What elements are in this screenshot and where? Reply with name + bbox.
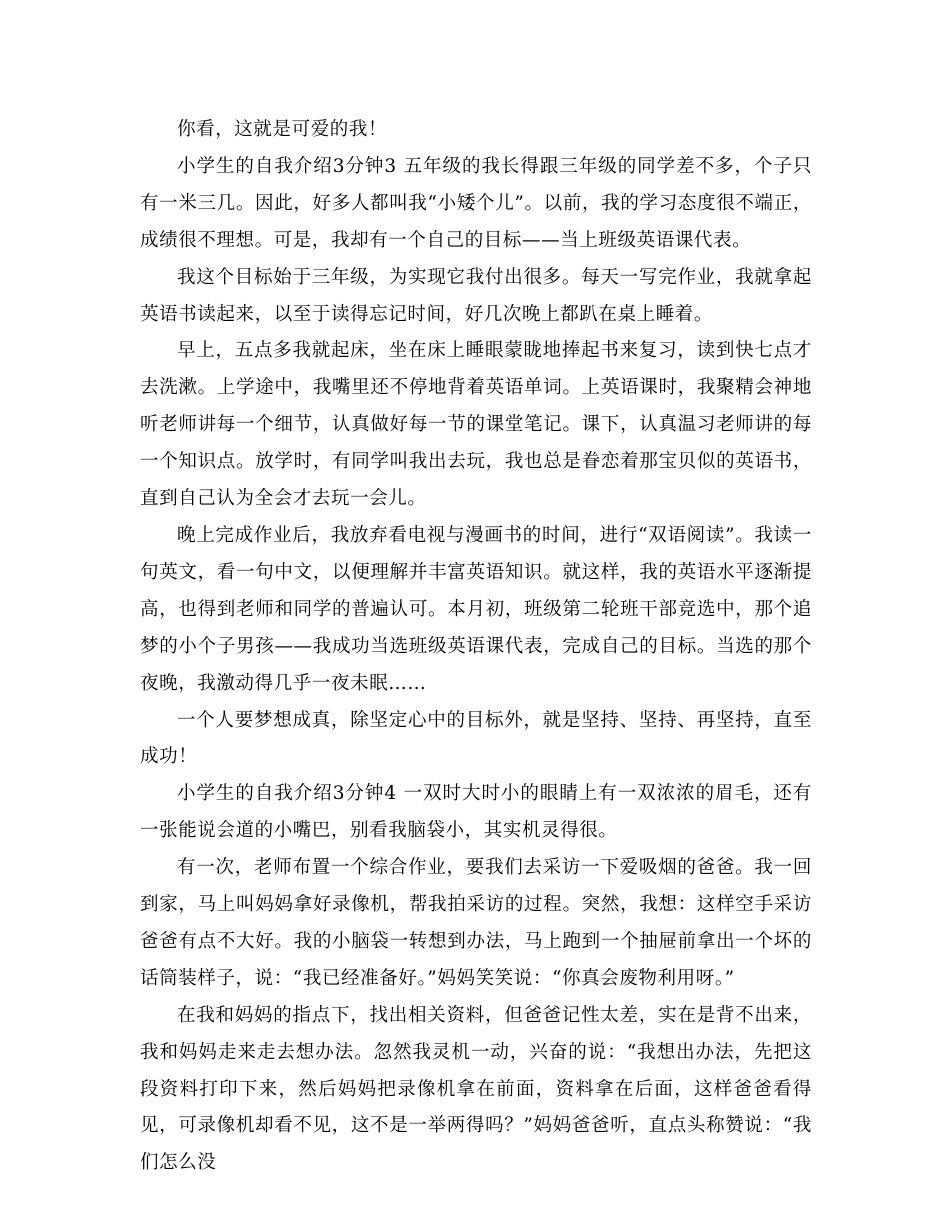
- paragraph-5: 晚上完成作业后，我放弃看电视与漫画书的时间，进行“双语阅读”。我读一句英文，看一句中文，以便理解并丰富英语知识。就这样，我的英语水平逐渐提高，也得到老师和同学的普遍认可。本月初，班级第二轮班干部竞选中，那个追梦的小个子男孩——我成功当选班级英语课代表，完成自己的目标。当选的那个夜晚，我激动得几乎一夜未眠……: [140, 524, 812, 694]
- paragraph-7: 小学生的自我介绍3分钟4 一双时大时小的眼睛上有一双浓浓的眉毛，还有一张能说会道的小嘴巴，别看我脑袋小，其实机灵得很。: [140, 783, 812, 842]
- paragraph-8: 有一次，老师布置一个综合作业，要我们去采访一下爱吸烟的爸爸。我一回到家，马上叫妈妈拿好录像机，帮我拍采访的过程。突然，我想：这样空手采访爸爸有点不大好。我的小脑袋一转想到办法，马上跑到一个抽屉前拿出一个坏的话筒装样子，说：“我已经准备好。”妈妈笑笑说：“你真会废物利用呀。”: [140, 857, 812, 989]
- paragraph-4: 早上，五点多我就起床，坐在床上睡眼蒙眬地捧起书来复习，读到快七点才去洗漱。上学途中，我嘴里还不停地背着英语单词。上英语课时，我聚精会神地听老师讲每一个细节，认真做好每一节的课堂笔记。课下，认真温习老师讲的每一个知识点。放学时，有同学叫我出去玩，我也总是眷恋着那宝贝似的英语书，直到自己认为全会才去玩一会儿。: [140, 340, 812, 510]
- paragraph-3: 我这个目标始于三年级，为实现它我付出很多。每天一写完作业，我就拿起英语书读起来，以至于读得忘记时间，好几次晚上都趴在桌上睡着。: [140, 266, 812, 325]
- paragraph-6: 一个人要梦想成真，除坚定心中的目标外，就是坚持、坚持、再坚持，直至成功！: [140, 709, 812, 768]
- paragraph-9: 在我和妈妈的指点下，找出相关资料，但爸爸记性太差，实在是背不出来，我和妈妈走来走去想办法。忽然我灵机一动，兴奋的说：“我想出办法，先把这段资料打印下来，然后妈妈把录像机拿在前面，资料拿在后面，这样爸爸看得见，可录像机却看不见，这不是一举两得吗？”妈妈爸爸听，直点头称赞说：“我们怎么没: [140, 1004, 812, 1174]
- paragraph-1: 你看，这就是可爱的我！: [177, 119, 388, 140]
- document-body: [140, 112, 812, 1182]
- paragraph-2: 小学生的自我介绍3分钟3 五年级的我长得跟三年级的同学差不多，个子只有一米三几。因此，好多人都叫我“小矮个儿”。以前，我的学习态度很不端正，成绩很不理想。可是，我却有一个自己的目标——当上班级英语课代表。: [140, 155, 812, 251]
